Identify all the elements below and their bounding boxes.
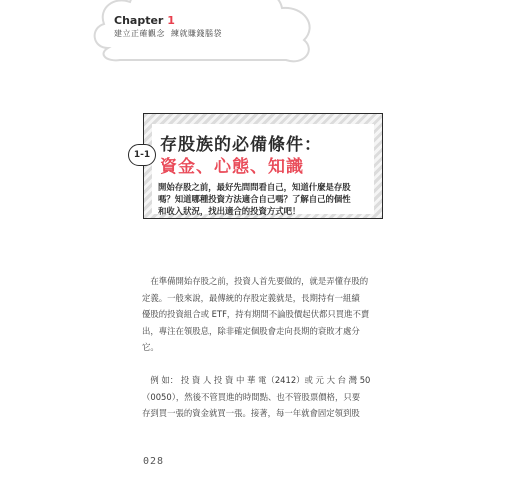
body-line: 它。 bbox=[142, 342, 159, 352]
chapter-subtitle bbox=[114, 28, 228, 39]
body-line: 定義。一般來說，最傳統的存股定義就是，長期持有一組績 bbox=[142, 292, 360, 303]
body-line: 例 如： 投 資 人 投 資 中 華 電（2412）或 元 大 台 灣 50 bbox=[142, 375, 371, 385]
section-intro bbox=[158, 181, 372, 217]
intro-line: 開始存股之前，最好先問問看自己，知道什麼是存股 bbox=[158, 182, 351, 192]
chapter-label: Chapter bbox=[114, 14, 168, 27]
chapter-subtitle-part2: 練就賺錢腦袋 bbox=[171, 29, 222, 38]
body-paragraph-1 bbox=[142, 273, 387, 356]
body-line: 出，專注在領股息，除非確定個股會走向長期的衰敗才處分 bbox=[142, 325, 360, 336]
body-line: 優股的投資組合或 ETF，持有期間不論股價起伏都只買進不賣 bbox=[142, 309, 370, 319]
section-title-line2: 資金、心態、知識 bbox=[160, 157, 304, 177]
intro-line: 嗎？知道哪種投資方法適合自己嗎？了解自己的個性 bbox=[158, 194, 351, 204]
section-title-line1: 存股族的必備條件： bbox=[160, 135, 322, 155]
page-number: 028 bbox=[143, 456, 165, 467]
body-paragraph-2 bbox=[142, 372, 387, 422]
chapter-subtitle-part1: 建立正確觀念 bbox=[114, 29, 165, 38]
chapter-header bbox=[114, 14, 228, 39]
body-line: 存到買一張的資金就買一張。接著，每一年就會固定領到股 bbox=[142, 408, 360, 418]
section-number-badge: 1-1 bbox=[128, 144, 156, 166]
chapter-heading bbox=[114, 14, 228, 27]
intro-line: 和收入狀況，找出適合的投資方式吧！ bbox=[158, 206, 301, 216]
body-line: （0050），然後不管買進的時間點、也不管股票價格，只要 bbox=[142, 391, 361, 402]
chapter-number: 1 bbox=[167, 14, 175, 27]
body-line: 在準備開始存股之前，投資人首先要做的，就是弄懂存股的 bbox=[142, 276, 369, 286]
